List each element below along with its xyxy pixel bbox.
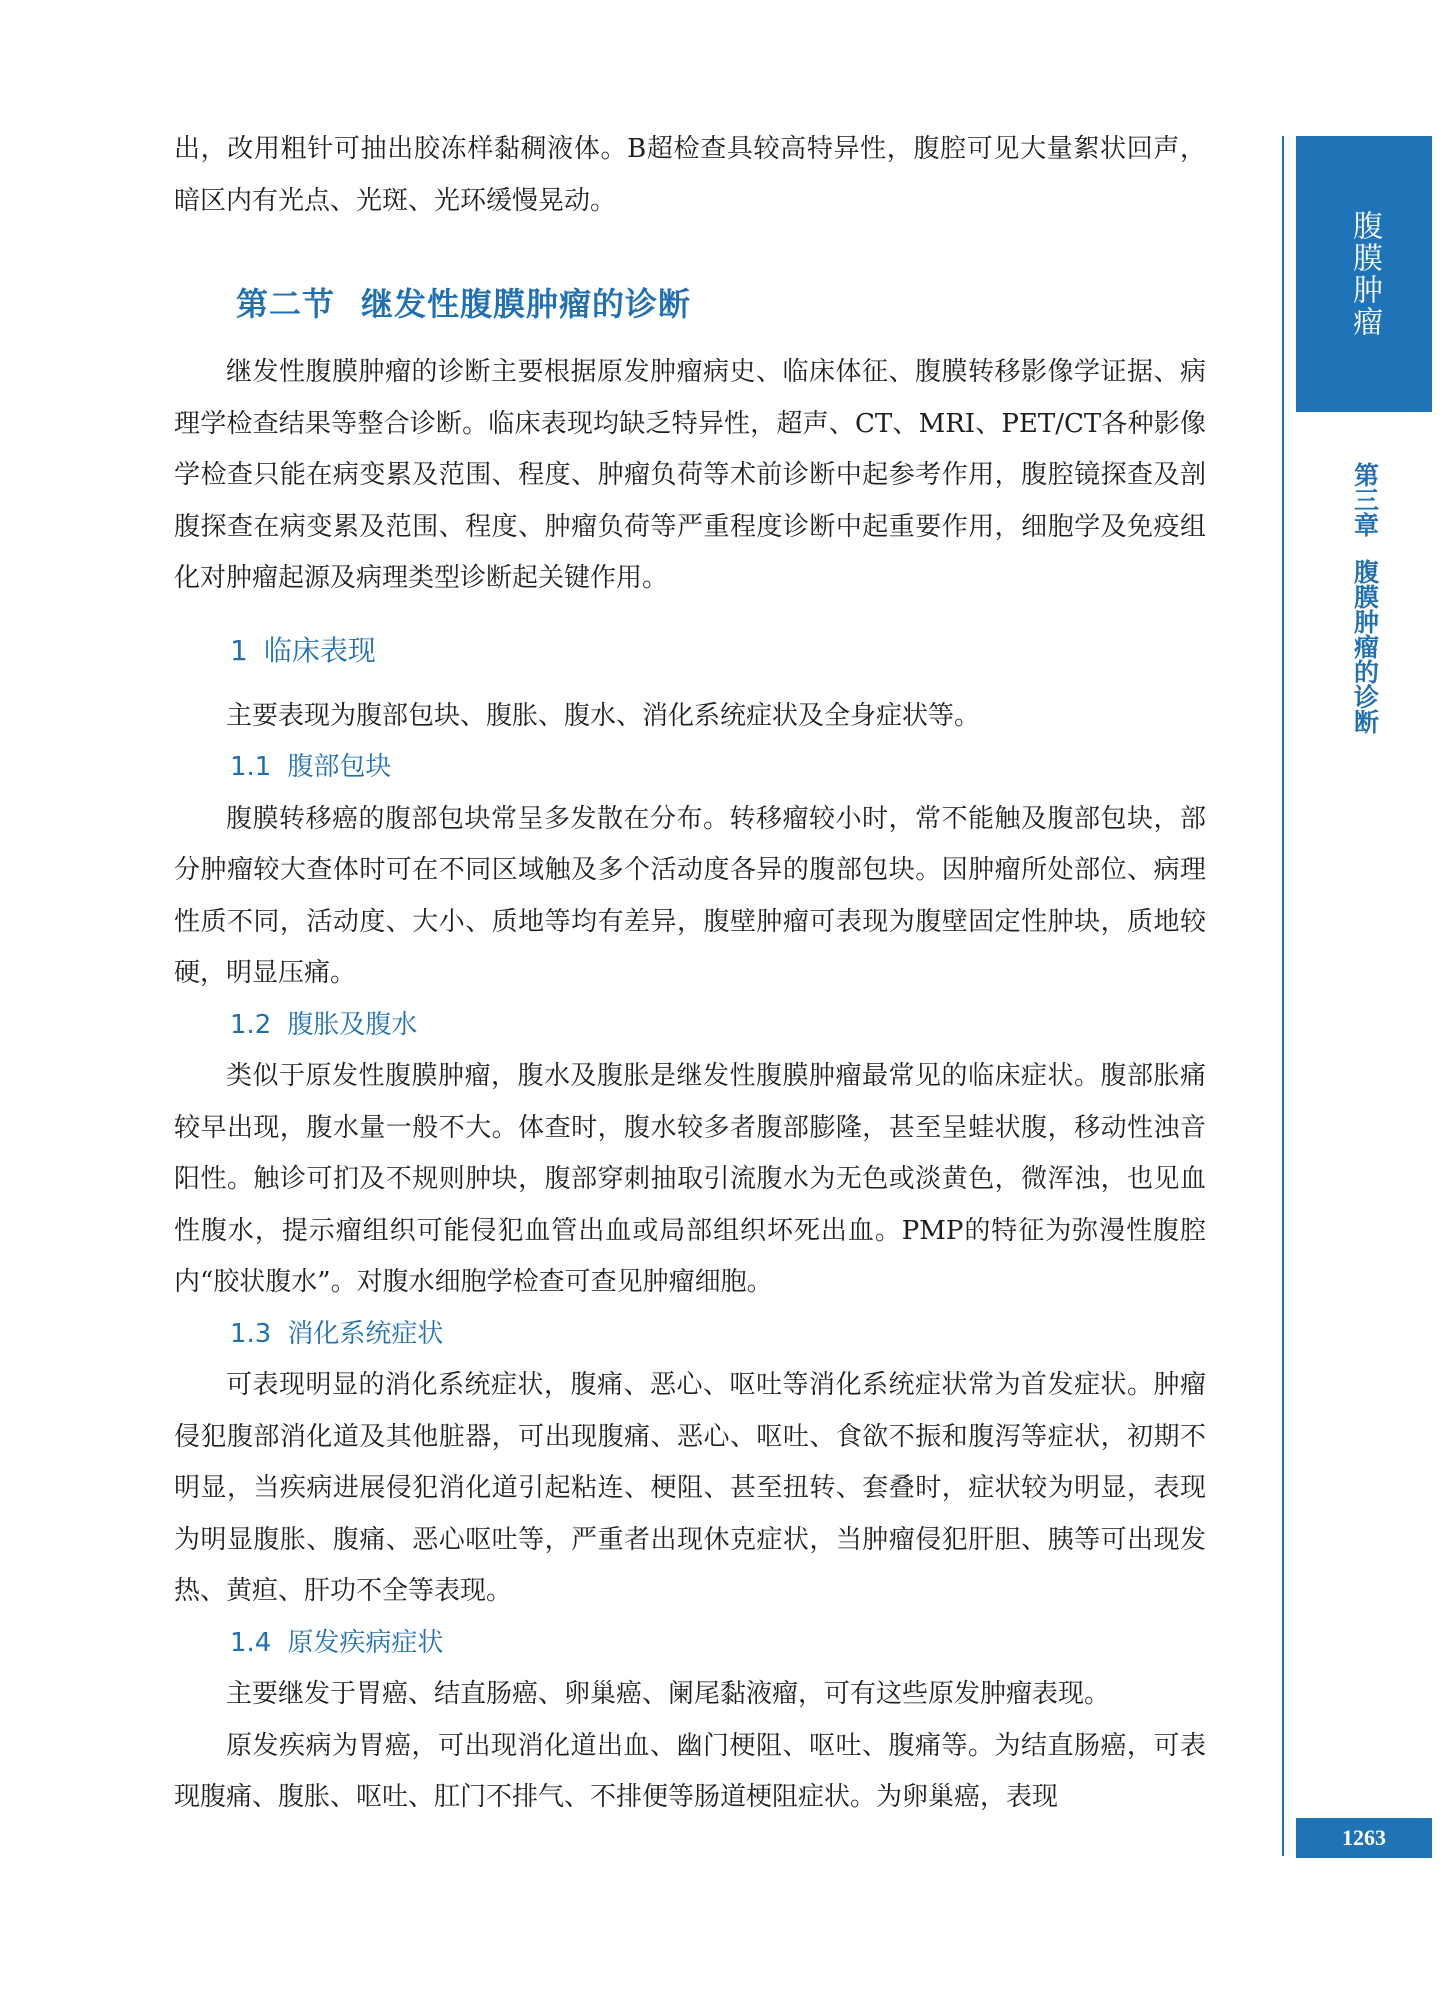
side-tab [1296, 136, 1432, 412]
margin-rule [1282, 136, 1284, 1856]
heading-number: 1.4 [230, 1627, 272, 1658]
section-heading [236, 279, 1206, 325]
heading-abdominal-mass [230, 742, 1206, 794]
heading-digestive-symptoms [230, 1309, 1206, 1361]
paragraph-primary-origin: 主要继发于胃癌、结直肠癌、卵巢癌、阑尾黏液瘤，可有这些原发肿瘤表现。 [226, 1679, 1111, 1709]
section-number: 第二节 [236, 285, 336, 323]
heading-title: 腹部包块 [287, 752, 392, 782]
heading-title: 原发疾病症状 [287, 1627, 444, 1658]
heading-number: 1.2 [230, 1009, 272, 1040]
heading-primary-disease [230, 1618, 1206, 1670]
heading-number: 1.3 [230, 1318, 272, 1349]
paragraph-primary-symptoms: 原发疾病为胃癌，可出现消化道出血、幽门梗阻、呕吐、腹痛等。为结直肠癌，可表现腹痛、腹胀、呕吐、肛门不排气、不排便等肠道梗阻症状。为卵巢癌，表现 [174, 1730, 1206, 1812]
heading-title: 腹胀及腹水 [287, 1009, 418, 1040]
paragraph-main-symptoms: 主要表现为腹部包块、腹胀、腹水、消化系统症状及全身症状等。 [226, 700, 981, 731]
heading-number: 1.1 [230, 752, 272, 782]
paragraph-abdominal-mass: 腹膜转移癌的腹部包块常呈多发散在分布。转移瘤较小时，常不能触及腹部包块，部分肿瘤较大查体时可在不同区域触及多个活动度各异的腹部包块。因肿瘤所处部位、病理性质不同，活动度、大小、质地等均有差异，腹壁肿瘤可表现为腹壁固定性肿块，质地较硬，明显压痛。 [174, 803, 1206, 988]
side-tab-label: 腹膜肿瘤 [1347, 210, 1382, 338]
page-body [174, 124, 1206, 1824]
chapter-number: 第三章 [1350, 462, 1380, 537]
paragraph-continuation: 出，改用粗针可抽出胶冻样黏稠液体。B超检查具较高特异性，腹腔可见大量絮状回声，暗区内有光点、光斑、光环缓慢晃动。 [174, 134, 1206, 216]
paragraph-distension-ascites: 类似于原发性腹膜肿瘤，腹水及腹胀是继发性腹膜肿瘤最常见的临床症状。腹部胀痛较早出现，腹水量一般不大。体查时，腹水较多者腹部膨隆，甚至呈蛙状腹，移动性浊音阳性。触诊可扪及不规则肿块，腹部穿刺抽取引流腹水为无色或淡黄色，微浑浊，也见血性腹水，提示瘤组织可能侵犯血管出血或局部组织坏死出血。PMP的特征为弥漫性腹腔内“胶状腹水”。对腹水细胞学检查可查见肿瘤细胞。 [174, 1061, 1206, 1297]
chapter-label [1330, 462, 1400, 734]
heading-title: 消化系统症状 [287, 1318, 444, 1349]
paragraph-digestive-symptoms: 可表现明显的消化系统症状，腹痛、恶心、呕吐等消化系统症状常为首发症状。肿瘤侵犯腹部消化道及其他脏器，可出现腹痛、恶心、呕吐、食欲不振和腹泻等症状，初期不明显，当疾病进展侵犯消化道引起粘连、梗阻、甚至扭转、套叠时，症状较为明显，表现为明显腹胀、腹痛、恶心呕吐等，严重者出现休克症状，当肿瘤侵犯肝胆、胰等可出现发热、黄疸、肝功不全等表现。 [174, 1370, 1206, 1606]
heading-number: 1 [230, 633, 248, 667]
heading-title: 临床表现 [263, 633, 376, 667]
heading-clinical-manifestations [230, 629, 1206, 669]
section-title: 继发性腹膜肿瘤的诊断 [361, 285, 692, 323]
page-number: 1263 [1296, 1818, 1432, 1858]
heading-distension-ascites [230, 1000, 1206, 1052]
chapter-title: 腹膜肿瘤的诊断 [1350, 559, 1380, 734]
paragraph-intro: 继发性腹膜肿瘤的诊断主要根据原发肿瘤病史、临床体征、腹膜转移影像学证据、病理学检查结果等整合诊断。临床表现均缺乏特异性，超声、CT、MRI、PET/CT各种影像学检查只能在病变累及范围、程度、肿瘤负荷等术前诊断中起参考作用，腹腔镜探查及剖腹探查在病变累及范围、程度、肿瘤负荷等严重程度诊断中起重要作用，细胞学及免疫组化对肿瘤起源及病理类型诊断起关键作用。 [174, 357, 1206, 593]
